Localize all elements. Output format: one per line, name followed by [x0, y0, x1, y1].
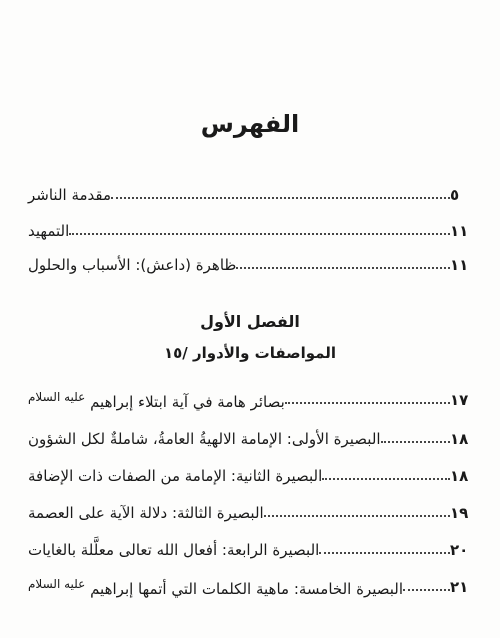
toc-entry[interactable]	[22, 498, 484, 528]
toc-entry[interactable]	[22, 216, 484, 246]
toc-entry[interactable]	[22, 385, 484, 415]
page-title: الفهرس	[200, 110, 300, 138]
toc-entry-page: ١٩	[450, 504, 469, 522]
toc-entry-title	[22, 390, 285, 411]
toc-entry-page: ١٧	[450, 391, 469, 409]
toc-leader-dots	[403, 572, 450, 602]
toc-entry-page: ٢٠	[450, 541, 469, 559]
toc-entry-title: التمهيد	[28, 222, 70, 240]
toc-entry-title	[22, 577, 403, 598]
toc-entry-page: ١٨	[450, 467, 469, 485]
toc-entry-page: ٢١	[450, 578, 469, 596]
toc-entry-title-text: البصيرة الخامسة: ماهية الكلمات التي أتمها إبراهيم	[90, 579, 404, 598]
toc-entry-page: ١٨	[450, 430, 469, 448]
chapter-heading: الفصل الأول	[200, 312, 300, 331]
toc-entry-title: البصيرة الثالثة: دلالة الآية على العصمة	[28, 504, 264, 522]
toc-entry-title-text: بصائر هامة في آية ابتلاء إبراهيم	[90, 392, 285, 411]
toc-entry[interactable]	[22, 424, 484, 454]
toc-entry-page: ١١	[450, 256, 469, 274]
toc-entry[interactable]	[22, 461, 484, 491]
toc-entry-page: ١١	[450, 222, 469, 240]
toc-entry-title: مقدمة الناشر	[28, 186, 112, 204]
toc-entry[interactable]	[22, 535, 484, 565]
toc-entry[interactable]	[22, 250, 484, 280]
honorific-glyph: عليه السلام	[28, 576, 86, 591]
toc-entry[interactable]	[22, 180, 484, 210]
toc-leader-dots	[381, 424, 450, 454]
toc-entry[interactable]	[22, 572, 484, 602]
toc-leader-dots	[322, 461, 450, 491]
toc-leader-dots	[69, 216, 450, 246]
honorific-glyph: عليه السلام	[28, 389, 86, 404]
toc-entry-page: ٥	[450, 186, 460, 204]
toc-entry-title: البصيرة الأولى: الإمامة الالهيةُ العامةُ، شاملةٌ لكل الشؤون	[28, 430, 381, 448]
toc-leader-dots	[285, 385, 450, 415]
toc-leader-dots	[264, 498, 450, 528]
chapter-subheading: المواصفات والأدوار /١٥	[163, 344, 337, 362]
toc-leader-dots	[319, 535, 450, 565]
toc-entry-title: ظاهرة (داعش): الأسباب والحلول	[28, 256, 237, 274]
toc-leader-dots	[111, 180, 450, 210]
toc-leader-dots	[236, 250, 450, 280]
toc-entry-title: البصيرة الثانية: الإمامة من الصفات ذات الإضافة	[28, 467, 323, 485]
toc-entry-title: البصيرة الرابعة: أفعال الله تعالى معلَّلة بالغايات	[28, 541, 320, 559]
